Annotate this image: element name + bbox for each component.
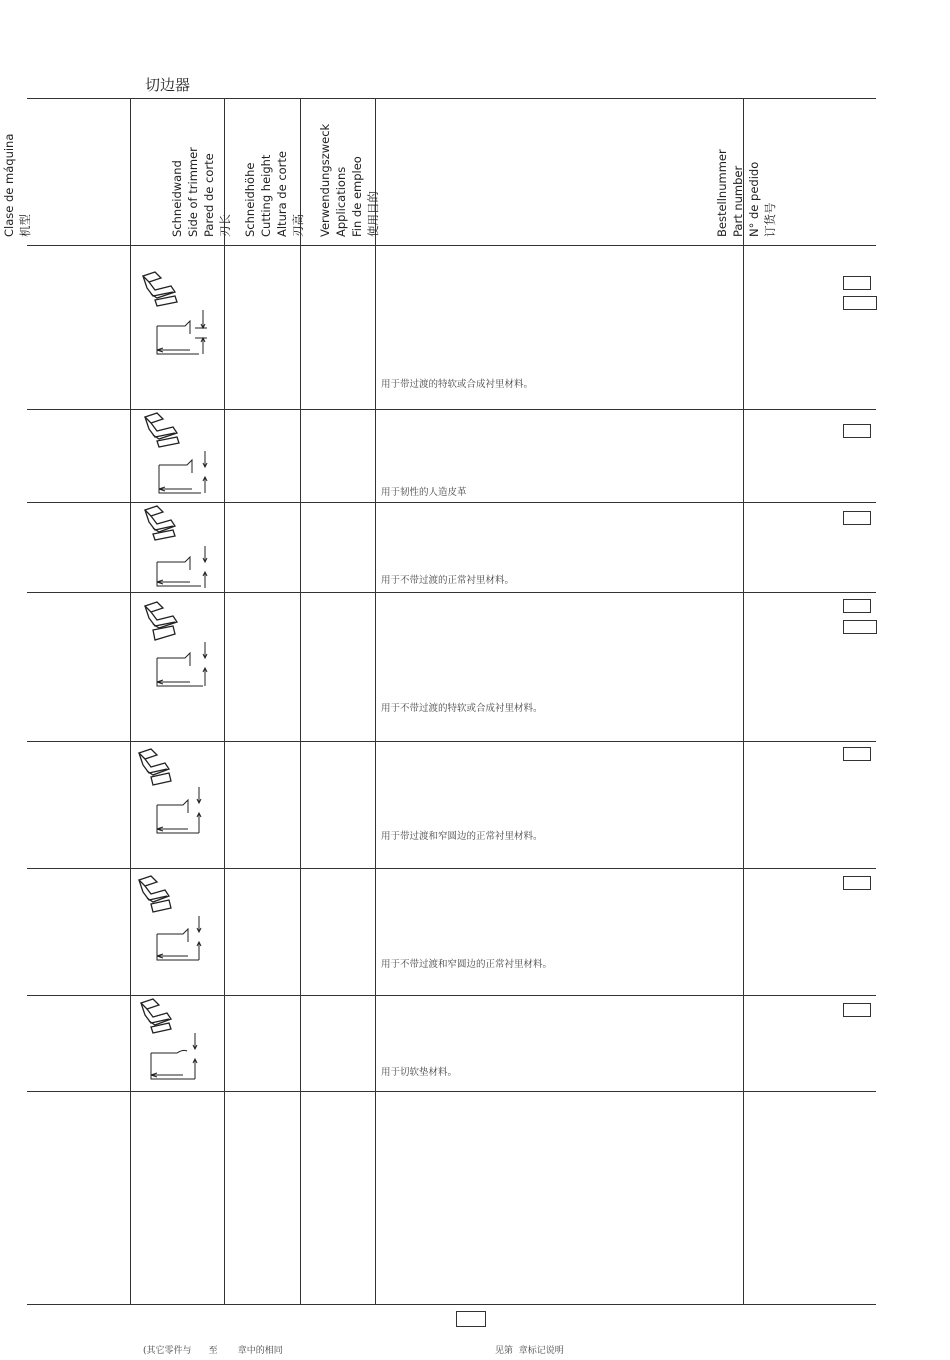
table-bottom-rule	[27, 1304, 876, 1305]
footer-right-note: 见第 章标记说明	[495, 1346, 564, 1356]
page-title: 切边器	[145, 76, 191, 94]
application-text: 用于带过渡和窄圆边的正常衬里材料。	[381, 831, 543, 842]
header-line: Schneidhöhe	[243, 162, 257, 237]
header-applications	[318, 99, 445, 245]
header-line: Verwendungszweck	[318, 123, 332, 237]
part-number-box	[843, 1003, 871, 1017]
row-divider	[27, 502, 876, 503]
header-line: Applications	[334, 166, 348, 237]
application-text: 用于不带过渡的正常衬里材料。	[381, 575, 515, 586]
col-divider	[375, 98, 376, 1304]
col-divider	[743, 98, 744, 1304]
header-line: 机型	[18, 214, 32, 237]
header-line: Schneidwand	[170, 160, 184, 237]
header-line: 刃高	[291, 214, 305, 237]
row-divider	[27, 995, 876, 996]
trimmer-drawing	[139, 411, 219, 499]
col-divider	[224, 98, 225, 1304]
header-rule	[27, 245, 876, 246]
header-line: Bestellnummer	[715, 149, 729, 237]
footer-left-note: (其它零件与 至 章中的相同	[143, 1346, 283, 1356]
application-text: 用于切软垫材料。	[381, 1067, 458, 1078]
header-line: Altura de corte	[275, 151, 289, 237]
col-divider	[300, 98, 301, 1304]
header-line: 刃长	[218, 214, 232, 237]
application-text: 用于不带过渡和窄圆边的正常衬里材料。	[381, 959, 553, 970]
row-divider	[27, 1091, 876, 1092]
row-divider	[27, 409, 876, 410]
part-number-box	[843, 599, 871, 613]
col-divider	[130, 98, 131, 1304]
application-text: 用于带过渡的特软或合成衬里材料。	[381, 379, 534, 390]
row-divider	[27, 741, 876, 742]
part-number-box	[843, 876, 871, 890]
header-line: 使用目的	[366, 191, 380, 237]
trimmer-drawing	[135, 268, 220, 368]
part-number-box	[843, 620, 877, 634]
header-line: Part number	[731, 165, 745, 237]
part-number-box	[843, 276, 871, 290]
trimmer-drawing	[135, 874, 215, 964]
page-number-box	[456, 1311, 486, 1327]
header-part-number	[715, 99, 842, 245]
header-line: Clase de máquina	[2, 133, 16, 237]
application-text: 用于不带过渡的特软或合成衬里材料。	[381, 703, 543, 714]
header-line: N° de pedido	[747, 161, 761, 237]
header-machine-class	[2, 99, 123, 245]
part-number-box	[843, 511, 871, 525]
table-top-rule	[27, 98, 876, 99]
header-line: Cutting height	[259, 154, 273, 237]
part-number-box	[843, 747, 871, 761]
application-text: 用于韧性的人造皮革	[381, 487, 467, 498]
header-line: Side of trimmer	[186, 147, 200, 237]
part-number-box	[843, 424, 871, 438]
trimmer-drawing	[139, 504, 219, 590]
header-line: 订货号	[763, 202, 777, 237]
header-line: Pared de corte	[202, 153, 216, 237]
row-divider	[27, 868, 876, 869]
part-number-box	[843, 296, 877, 310]
header-line: Fin de empleo	[350, 156, 364, 237]
trimmer-drawing	[139, 600, 219, 692]
row-divider	[27, 592, 876, 593]
trimmer-drawing	[135, 747, 215, 839]
trimmer-drawing	[137, 997, 217, 1087]
